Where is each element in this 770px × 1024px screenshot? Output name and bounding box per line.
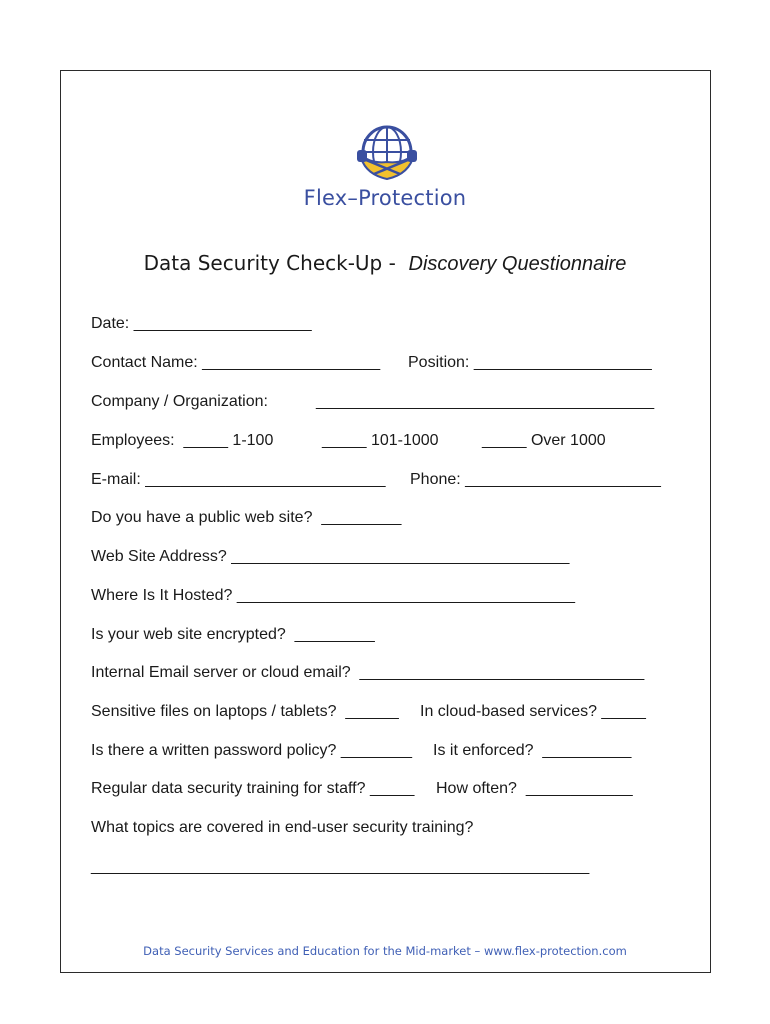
enforced-field[interactable]: Is it enforced? __________ xyxy=(433,742,632,759)
title-subtitle: Discovery Questionnaire xyxy=(408,253,627,275)
company-label: Company / Organization: xyxy=(91,393,268,410)
site-address-field[interactable]: Web Site Address? ______________________________________ xyxy=(91,548,570,565)
sensitive-files-field[interactable]: Sensitive files on laptops / tablets? ______ xyxy=(91,703,399,720)
flex-protection-logo xyxy=(352,124,422,190)
topics-field[interactable]: ________________________________________________________ xyxy=(91,858,590,875)
phone-field[interactable]: Phone: ______________________ xyxy=(410,471,661,488)
cloud-services-field[interactable]: In cloud-based services? _____ xyxy=(420,703,646,720)
contact-name-field[interactable]: Contact Name: ____________________ xyxy=(91,354,381,371)
employees-1-100-field[interactable]: Employees: _____ 1-100 xyxy=(91,432,274,449)
email-server-field[interactable]: Internal Email server or cloud email? ________________________________ xyxy=(91,664,645,681)
brand-name: Flex–Protection xyxy=(303,186,467,210)
public-site-field[interactable]: Do you have a public web site? _________ xyxy=(91,509,402,526)
company-field[interactable]: ______________________________________ xyxy=(316,393,655,410)
position-field[interactable]: Position: ____________________ xyxy=(408,354,652,371)
footer-text: Data Security Services and Education for the Mid-market – www.flex-protection.com xyxy=(143,944,627,958)
employees-101-1000-field[interactable]: _____ 101-1000 xyxy=(322,432,439,449)
password-policy-field[interactable]: Is there a written password policy? ________ xyxy=(91,742,413,759)
date-field[interactable]: Date: ____________________ xyxy=(91,315,312,332)
topics-question: What topics are covered in end-user security training? xyxy=(91,819,474,836)
training-field[interactable]: Regular data security training for staff? _____ xyxy=(91,780,415,797)
how-often-field[interactable]: How often? ____________ xyxy=(436,780,633,797)
page-title xyxy=(0,251,770,276)
hosted-field[interactable]: Where Is It Hosted? ______________________________________ xyxy=(91,587,575,604)
encrypted-field[interactable]: Is your web site encrypted? _________ xyxy=(91,626,375,643)
title-main: Data Security Check-Up - xyxy=(143,251,409,275)
employees-over-1000-field[interactable]: _____ Over 1000 xyxy=(482,432,606,449)
email-field[interactable]: E-mail: ___________________________ xyxy=(91,471,386,488)
